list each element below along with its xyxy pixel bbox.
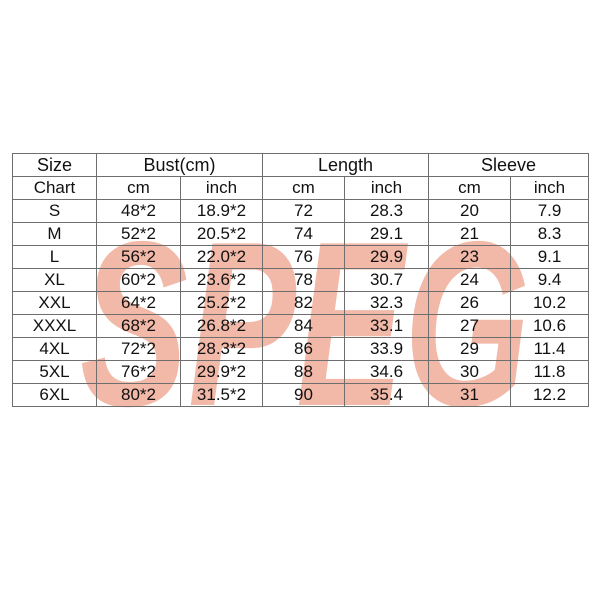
length-inch-cell: 34.6	[345, 361, 429, 384]
length-header: Length	[263, 154, 429, 177]
length-cm-cell: 78	[263, 269, 345, 292]
size-cell: M	[13, 223, 97, 246]
sleeve-inch-cell: 11.4	[511, 338, 589, 361]
sleeve-cm-cell: 26	[429, 292, 511, 315]
size-cell: XL	[13, 269, 97, 292]
length-inch-cell: 32.3	[345, 292, 429, 315]
length-cm-cell: 72	[263, 200, 345, 223]
header-row-groups	[13, 154, 589, 177]
length-cm-cell: 76	[263, 246, 345, 269]
bust-cm-cell: 52*2	[97, 223, 181, 246]
bust-cm-cell: 72*2	[97, 338, 181, 361]
table-row	[13, 338, 589, 361]
bust-header: Bust(cm)	[97, 154, 263, 177]
length-inch-cell: 33.9	[345, 338, 429, 361]
table-row	[13, 246, 589, 269]
sleeve-header: Sleeve	[429, 154, 589, 177]
sleeve-inch-cell: 10.2	[511, 292, 589, 315]
size-header-cell: Size	[13, 154, 97, 177]
sleeve-cm-cell: 23	[429, 246, 511, 269]
sleeve-cm-cell: 29	[429, 338, 511, 361]
bust-inch-header: inch	[181, 177, 263, 200]
bust-cm-cell: 60*2	[97, 269, 181, 292]
sleeve-cm-cell: 31	[429, 384, 511, 407]
sleeve-inch-header: inch	[511, 177, 589, 200]
sleeve-cm-cell: 21	[429, 223, 511, 246]
size-cell: XXL	[13, 292, 97, 315]
sleeve-inch-cell: 10.6	[511, 315, 589, 338]
length-cm-cell: 86	[263, 338, 345, 361]
watermark-text: SPEG	[80, 200, 530, 420]
bust-inch-cell: 25.2*2	[181, 292, 263, 315]
table-row	[13, 200, 589, 223]
length-cm-cell: 90	[263, 384, 345, 407]
bust-cm-cell: 80*2	[97, 384, 181, 407]
sleeve-inch-cell: 8.3	[511, 223, 589, 246]
size-cell: S	[13, 200, 97, 223]
bust-cm-cell: 76*2	[97, 361, 181, 384]
length-inch-cell: 33.1	[345, 315, 429, 338]
sleeve-cm-cell: 20	[429, 200, 511, 223]
table-row	[13, 223, 589, 246]
bust-cm-cell: 64*2	[97, 292, 181, 315]
header-row-units	[13, 177, 589, 200]
bust-inch-cell: 31.5*2	[181, 384, 263, 407]
sleeve-cm-header: cm	[429, 177, 511, 200]
bust-cm-cell: 68*2	[97, 315, 181, 338]
table-row	[13, 384, 589, 407]
sleeve-inch-cell: 11.8	[511, 361, 589, 384]
sleeve-inch-cell: 9.1	[511, 246, 589, 269]
sleeve-inch-cell: 7.9	[511, 200, 589, 223]
length-cm-cell: 84	[263, 315, 345, 338]
bust-cm-cell: 48*2	[97, 200, 181, 223]
length-inch-cell: 29.9	[345, 246, 429, 269]
bust-inch-cell: 22.0*2	[181, 246, 263, 269]
table-row	[13, 269, 589, 292]
bust-inch-cell: 23.6*2	[181, 269, 263, 292]
sleeve-cm-cell: 30	[429, 361, 511, 384]
length-inch-cell: 28.3	[345, 200, 429, 223]
sleeve-inch-cell: 9.4	[511, 269, 589, 292]
bust-inch-cell: 28.3*2	[181, 338, 263, 361]
length-cm-cell: 74	[263, 223, 345, 246]
bust-cm-cell: 56*2	[97, 246, 181, 269]
chart-header-cell: Chart	[13, 177, 97, 200]
size-cell: XXXL	[13, 315, 97, 338]
size-chart-table	[12, 153, 589, 407]
length-inch-header: inch	[345, 177, 429, 200]
bust-cm-header: cm	[97, 177, 181, 200]
sleeve-cm-cell: 24	[429, 269, 511, 292]
length-cm-header: cm	[263, 177, 345, 200]
length-inch-cell: 35.4	[345, 384, 429, 407]
table-row	[13, 361, 589, 384]
length-inch-cell: 30.7	[345, 269, 429, 292]
size-cell: 4XL	[13, 338, 97, 361]
size-cell: L	[13, 246, 97, 269]
length-cm-cell: 82	[263, 292, 345, 315]
length-inch-cell: 29.1	[345, 223, 429, 246]
bust-inch-cell: 29.9*2	[181, 361, 263, 384]
table-row	[13, 315, 589, 338]
bust-inch-cell: 18.9*2	[181, 200, 263, 223]
size-cell: 5XL	[13, 361, 97, 384]
bust-inch-cell: 26.8*2	[181, 315, 263, 338]
sleeve-cm-cell: 27	[429, 315, 511, 338]
sleeve-inch-cell: 12.2	[511, 384, 589, 407]
size-cell: 6XL	[13, 384, 97, 407]
bust-inch-cell: 20.5*2	[181, 223, 263, 246]
table-row	[13, 292, 589, 315]
length-cm-cell: 88	[263, 361, 345, 384]
